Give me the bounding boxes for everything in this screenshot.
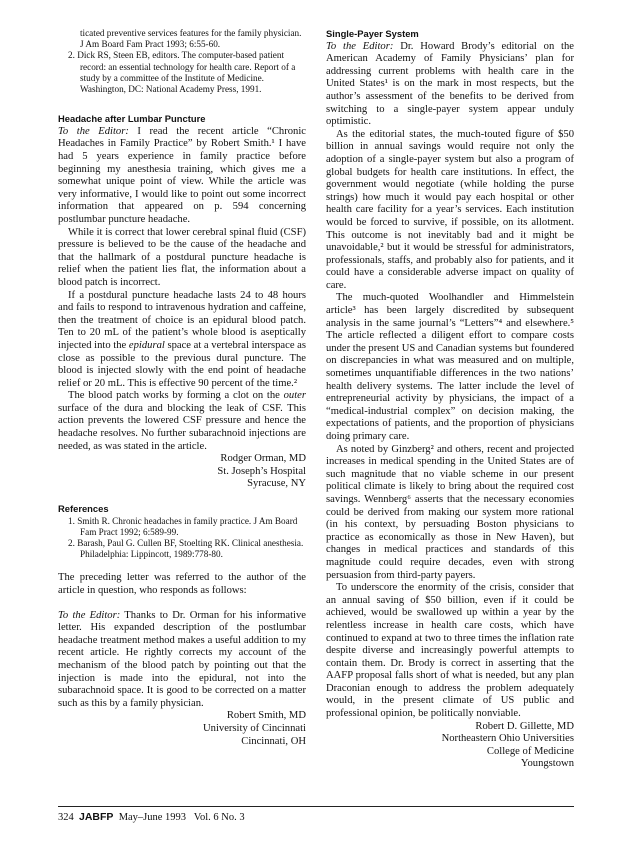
signature-affiliation: Northeastern Ohio Universities — [441, 733, 574, 745]
page-number: 324 — [58, 812, 74, 823]
reference-item: 2. Dick RS, Steen EB, editors. The computer-based patient record: an essential technology for health care. Report of a study by a committee of the Institute of Medicine. Washington, DC: National Academy Press, 1991. — [68, 50, 296, 95]
letter-paragraph: To underscore the enormity of the crisis, consider that an annual saving of $50 billion, even if it could be achieved, would be swallowed up within a year by the relentless increase in health care costs, which have continued to expand at two to three times the inflation rate despite diverse and increasingly powerful attempts to contain them. Dr. Brody is correct in asserting that the AAFP proposal falls short of what is needed, but any plan Draconian enough to address the problem adequately would, in the present climate of US public and professional opinion, be politically nonviable. — [326, 582, 574, 720]
letter-paragraph: The much-quoted Woolhandler and Himmelstein article³ has been largely discredited by subsequent analysis in the same journal’s “Letters”⁴ and elsewhere.⁵ The article reflected a diligent effort to compare costs under the present US and Canadian systems but foundered on discrepancies in what was measured and on multiple, sometimes unquantifiable differences in the two nations’ health delivery systems. The latter include the level of entrepreneurial activity by physicians, the impact of a “medical-industrial complex” on decision making, the expectations of patients, and the proportion of physicians doing primary care. — [326, 292, 574, 442]
letter-heading: Single-Payer System — [326, 28, 419, 39]
salutation: To the Editor: — [58, 125, 129, 137]
signature-location: Youngstown — [520, 758, 574, 770]
signature-affiliation: St. Joseph’s Hospital — [217, 465, 306, 477]
signature-name: Rodger Orman, MD — [220, 453, 306, 465]
journal-name: JABFP — [79, 811, 114, 823]
page-footer — [58, 806, 574, 823]
referral-note: The preceding letter was referred to the author of the article in question, who responds as follows: — [58, 572, 306, 597]
letter-paragraph: While it is correct that lower cerebral spinal fluid (CSF) pressure is believed to be the cause of the headache and that the hallmark of a postdural puncture headache is relief when the patient lies flat, the information about a blood patch is incorrect. — [58, 226, 306, 288]
signature-location: Cincinnati, OH — [241, 735, 306, 747]
salutation: To the Editor: — [58, 609, 121, 621]
signature-name: Robert D. Gillette, MD — [475, 720, 574, 732]
signature-affiliation: College of Medicine — [486, 745, 574, 757]
salutation: To the Editor: — [326, 40, 394, 52]
left-column — [58, 28, 306, 748]
reference-item: 2. Barash, Paul G. Cullen BF, Stoelting RK. Clinical anesthesia. Philadelphia: Lippincott, 1989:778-80. — [68, 538, 304, 560]
reply-paragraph: To the Editor: Thanks to Dr. Orman for his informative letter. His expanded description of the postlumbar headache treatment method makes a useful addition to my recent article. He rightly corrects my account of the mechanism of the blood patch by pointing out that the injection is made into the epidural, not into the subarachnoid space. It is good to be corrected on a matter such as this by a family physician. — [58, 609, 306, 709]
signature-location: Syracuse, NY — [247, 478, 306, 490]
reference-item: 1. Smith R. Chronic headaches in family practice. J Am Board Fam Pract 1992; 6:589-99. — [68, 515, 298, 537]
issue-info: May–June 1993 Vol. 6 No. 3 — [118, 812, 245, 823]
signature-name: Robert Smith, MD — [226, 710, 306, 722]
letter-paragraph: To the Editor: I read the recent article “Chronic Headaches in Family Practice” by Robert Smith.¹ I have had 5 years experience in family practice before beginning my anesthesia training, which gives me a somewhat unique point of view. While the article was very informative, I would like to point out some incorrect information that appeared on p. 594 concerning postlumbar puncture headache. — [58, 125, 306, 225]
reference-continuation: ticated preventive services features for the family physician. J Am Board Fam Pract 1993; 6:55-60. — [80, 28, 302, 50]
letter-paragraph: As the editorial states, the much-touted figure of $50 billion in annual savings would require not only the adoption of a single-payer system but also a program of global budgets for health care institutions. In effect, the government would negotiate (while holding the purse strings) how much it would pay each hospital or other health care facility for a year’s services. Each institution would be forced to survive, if possible, on its allotment. This outcome is not inevitably bad and it might be unavoidable,² but it would be stressful for administrators, professionals, staffs, and probably also for patients, and it could have a considerable adverse impact on quality of care. — [326, 128, 574, 291]
signature-affiliation: University of Cincinnati — [203, 722, 306, 734]
references-heading: References — [58, 503, 109, 515]
letter-paragraph: The blood patch works by forming a clot on the outer surface of the dura and blocking the leak of CSF. This action prevents the lowered CSF pressure and hence the headache resolves. No further subarachnoid injections are needed, as was stated in the article. — [58, 390, 306, 452]
letter-paragraph: To the Editor: Dr. Howard Brody’s editorial on the American Academy of Family Physicians’ plan for addressing current problems with health care in the United States¹ is on the mark in most respects, but the author’s assessment of the benefits to be derived from switching to a single-payer system appear unduly optimistic. — [326, 40, 574, 128]
right-column — [326, 28, 574, 771]
letter-paragraph: As noted by Ginzberg² and others, recent and projected increases in medical spending in the United States are of such magnitude that no viable scheme in our present political climate is likely to bring about the required cost savings. Wennberg⁶ asserts that the necessary economies could be derived from making our system more rational (in his context, by persuading Boston physicians to practice as economically as those in New Haven), but changes in medical practices and standards of this magnitude could require decades, even with strong persuasion from third-party payers. — [326, 443, 574, 581]
letter-paragraph: If a postdural puncture headache lasts 24 to 48 hours and fails to respond to intravenous hydration and caffeine, then the treatment of choice is an epidural blood patch. Ten to 20 mL of the patient’s whole blood is aseptically injected into the epidural space at a vertebral interspace as close as possible to the previous dural puncture. The blood is injected slowly with the end point of headache relief or 20 mL. This is effective 90 percent of the time.² — [58, 289, 306, 389]
letter-heading: Headache after Lumbar Puncture — [58, 113, 206, 125]
